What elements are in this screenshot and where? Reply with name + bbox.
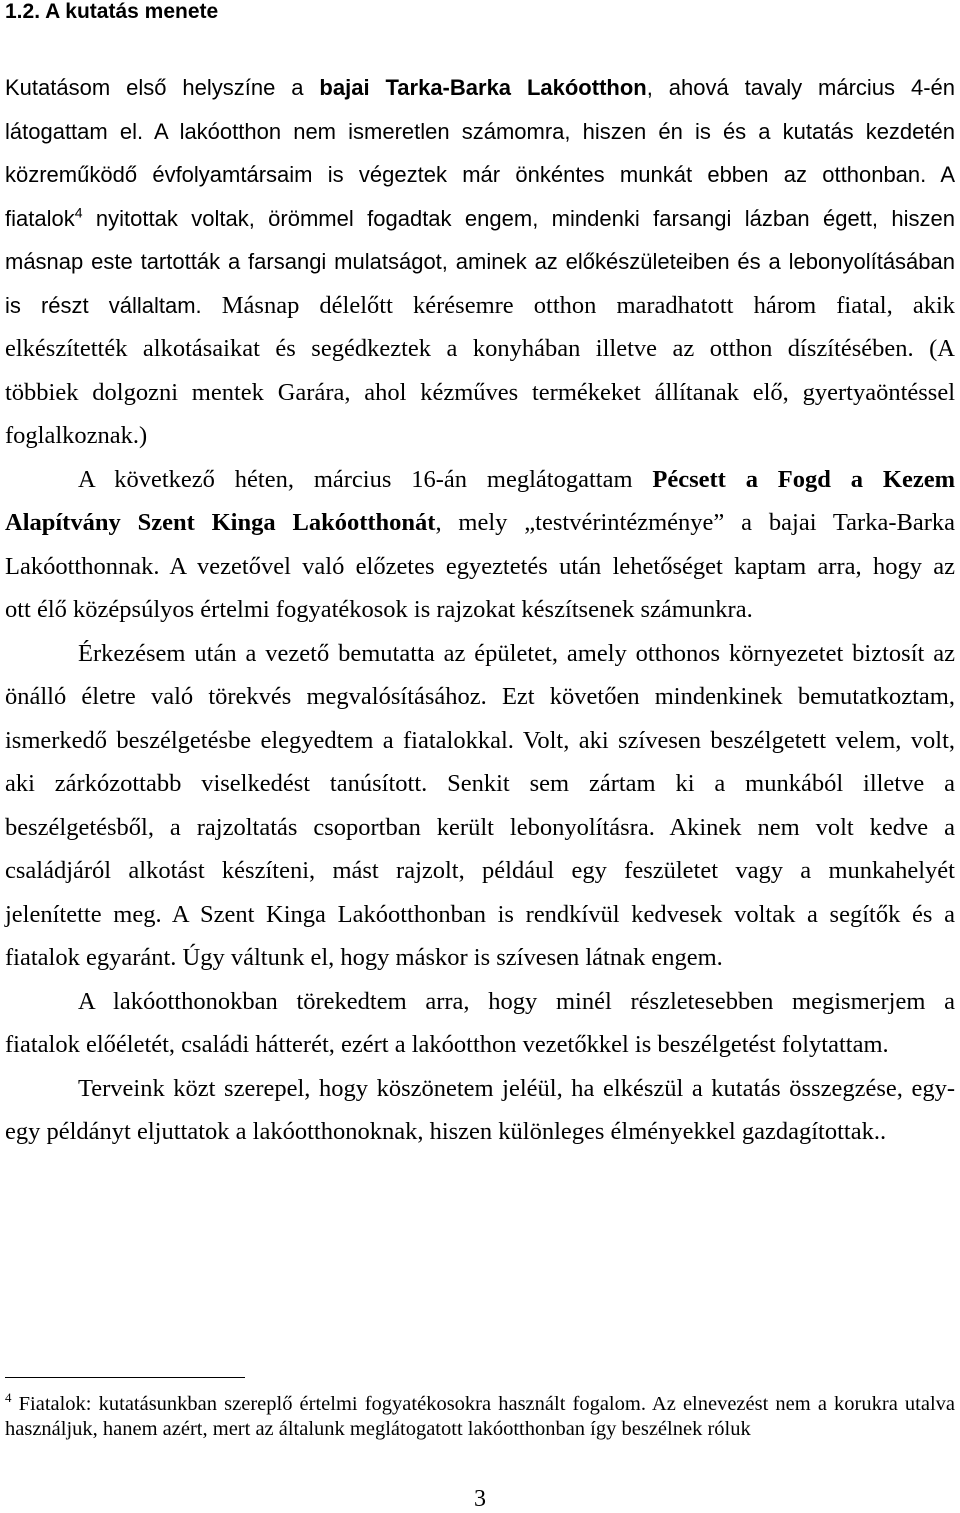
text-line <box>5 719 955 763</box>
footnote-text: használjuk, hanem azért, mert az általunk meglátogatott lakóotthonban így beszélnek róluk <box>5 1418 751 1440</box>
paragraph <box>5 66 955 458</box>
text-line <box>5 632 955 676</box>
body-text: jelenítette meg. A Szent Kinga Lakóotthonban is rendkívül kedvesek voltak a segítők és a <box>5 900 955 928</box>
footnote-text: Fiatalok: kutatásunkban szereplő értelmi fogyatékosokra használt fogalom. Az elnevezést nem a korukra utalva <box>18 1393 955 1415</box>
text-line <box>5 240 955 284</box>
text-line <box>5 936 955 980</box>
body-text: Lakóotthonnak. A vezetővel való előzetes egyeztetés után lehetőséget kaptam arra, hogy az <box>5 552 955 580</box>
text-line <box>5 1023 955 1067</box>
body-text: , ahová tavaly március 4-én <box>646 75 955 100</box>
paragraph <box>5 980 955 1067</box>
text-line <box>5 675 955 719</box>
bold-text: Alapítvány Szent Kinga Lakóotthonát <box>5 509 436 536</box>
body-text: is részt vállaltam. <box>5 292 202 318</box>
text-line <box>5 371 955 415</box>
body-text: A lakóotthonokban törekedtem arra, hogy minél részletesebben megismerjem a <box>78 987 955 1015</box>
text-line <box>5 66 955 110</box>
body-text: egy példányt eljuttatok a lakóotthonoknak, hiszen különleges élményekkel gazdagítottak.. <box>5 1118 887 1145</box>
body-text: ott élő középsúlyos értelmi fogyatékosok is rajzokat készítsenek számunkra. <box>5 596 753 623</box>
bold-text: bajai Tarka-Barka Lakóotthon <box>319 75 647 100</box>
body-text: ismerkedő beszélgetésbe elegyedtem a fiatalokkal. Volt, aki szívesen beszélgetett velem, volt, <box>5 726 955 754</box>
body-text: aki zárkózottabb viselkedést tanúsított. Senkit sem zártam ki a munkából illetve a <box>5 770 955 797</box>
footnote-separator <box>5 1377 245 1378</box>
footnote <box>5 1392 955 1442</box>
section-heading: 1.2. A kutatás menete <box>5 0 219 23</box>
text-line <box>5 414 955 458</box>
body-text: nyitottak voltak, örömmel fogadtak engem, mindenki farsangi lázban égett, hiszen <box>95 205 955 231</box>
body-text: A következő héten, március 16-án meglátogattam <box>78 465 633 493</box>
body-text: elkészítették alkotásaikat és segédkeztek a konyhában illetve az otthon díszítésében. (A <box>5 335 955 362</box>
text-line <box>5 849 955 893</box>
text-line <box>5 806 955 850</box>
body-text: másnap este tartották a farsangi mulatságot, aminek az előkészületeiben és a lebonyolításában <box>5 249 955 274</box>
paragraph <box>5 632 955 980</box>
text-line <box>5 980 955 1024</box>
text-line <box>5 153 955 197</box>
body-text: fiatalok egyaránt. Úgy váltunk el, hogy máskor is szívesen látnak engem. <box>5 944 723 971</box>
text-line <box>5 327 955 371</box>
body-text: foglalkoznak.) <box>5 422 148 449</box>
text-line <box>5 1110 955 1154</box>
text-line <box>5 762 955 806</box>
body-text: önálló életre való törekvés megvalósításához. Ezt követően mindenkinek bemutatkoztam, <box>5 683 955 710</box>
text-line <box>5 458 955 502</box>
body-text: fiatalok <box>5 205 75 231</box>
body-text: beszélgetésből, a rajzoltatás csoportban került lebonyolításra. Akinek nem volt kedve a <box>5 813 955 841</box>
page-number: 3 <box>474 1486 486 1512</box>
body-text: többiek dolgozni mentek Garára, ahol kézműves termékeket állítanak elő, gyertyaöntéssel <box>5 378 955 406</box>
body-text: fiatalok előéletét, családi hátterét, ezért a lakóotthon vezetőkkel is beszélgetést folytattam. <box>5 1031 889 1058</box>
text-line <box>5 545 955 589</box>
text-line <box>5 501 955 545</box>
text-line <box>5 284 955 328</box>
footnote-line <box>5 1392 955 1417</box>
body-text: Érkezésem után a vezető bemutatta az épületet, amely otthonos környezetet biztosít az <box>78 639 955 667</box>
text-line <box>5 588 955 632</box>
body-text: látogattam el. A lakóotthon nem ismeretlen számomra, hiszen én is és a kutatás kezdetén <box>5 118 955 144</box>
paragraph <box>5 458 955 632</box>
body-text: Terveink közt szerepel, hogy köszönetem jeléül, ha elkészül a kutatás összegzése, egy- <box>78 1074 955 1102</box>
bold-text: Pécsett a Fogd a Kezem <box>652 465 955 493</box>
footnote-line <box>5 1417 955 1442</box>
text-line <box>5 110 955 154</box>
text-line <box>5 893 955 937</box>
text-line <box>5 1067 955 1111</box>
body-text: Másnap délelőtt kérésemre otthon maradhatott három fiatal, akik <box>221 291 956 319</box>
text-line <box>5 197 955 241</box>
body-text: családjáról alkotást készíteni, mást rajzolt, például egy feszületet vagy a munkahelyét <box>5 857 955 884</box>
body-text-block <box>5 66 955 1154</box>
footnote-marker: 4 <box>5 1390 12 1406</box>
body-text: közreműködő évfolyamtársaim is végeztek már önkéntes munkát ebben az otthonban. A <box>5 162 955 187</box>
body-text: Kutatásom első helyszíne a <box>5 75 304 100</box>
body-text: , mely „testvérintézménye” a bajai Tarka-Barka <box>435 509 956 536</box>
footnote-reference: 4 <box>74 204 83 221</box>
paragraph <box>5 1067 955 1154</box>
